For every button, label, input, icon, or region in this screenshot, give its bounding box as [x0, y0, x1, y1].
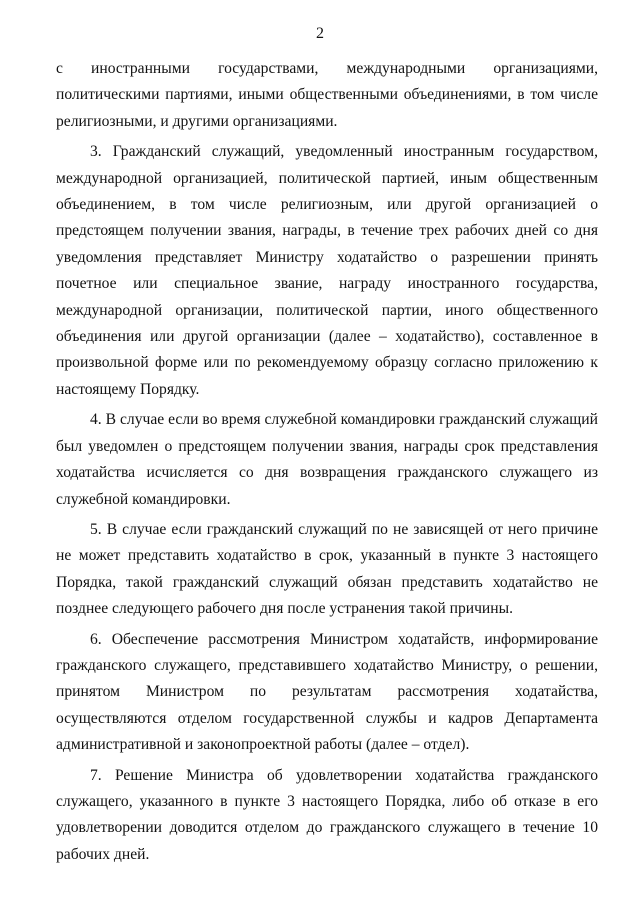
paragraph-item-7: 7. Решение Министра об удовлетворении ходатайства гражданского служащего, указанного в пункте 3 настоящего Порядка, либо об отказе в его удовлетворении доводится отделом до гражданского служащего в течение 10 рабочих дней. [56, 766, 598, 863]
paragraph-continuation: с иностранными государствами, международными организациями, политическими партиями, иными общественными объединениями, в том числе религиозными, и другими организациями. [56, 60, 598, 130]
paragraph-item-3: 3. Гражданский служащий, уведомленный иностранным государством, международной организацией, политической партией, иным общественным объединением, в том числе религиозным, или другой организацией о предстоящем получении звания, награды, в течение трех рабочих дней со дня уведомления представляет Министру ходатайство о разрешении принять почетное или специальное звание, награду иностранного государства, международной организации, политической партии, иного общественного объединения или другой организации (далее – ходатайство), составленное в произвольной форме или по рекомендуемому образцу согласно приложению к настоящему Порядку. [56, 143, 598, 398]
paragraph-item-6: 6. Обеспечение рассмотрения Министром ходатайств, информирование гражданского служащего, представившего ходатайство Министру, о решении, принятом Министром по результатам рассмотрения ходатайства, осуществляются отделом государственной службы и кадров Департамента административной и законопроектной работы (далее – отдел). [56, 630, 598, 754]
paragraph-item-5: 5. В случае если гражданский служащий по не зависящей от него причине не может представить ходатайство в срок, указанный в пункте 3 настоящего Порядка, такой гражданский служащий обязан представить ходатайство не позднее следующего рабочего дня после устранения такой причины. [56, 520, 598, 618]
paragraph-item-4: 4. В случае если во время служебной командировки гражданский служащий был уведомлен о предстоящем получении звания, награды срок представления ходатайства исчисляется со дня возвращения гражданского служащего из служебной командировки. [56, 411, 598, 508]
document-body [56, 56, 598, 872]
page-number: 2 [316, 25, 324, 42]
